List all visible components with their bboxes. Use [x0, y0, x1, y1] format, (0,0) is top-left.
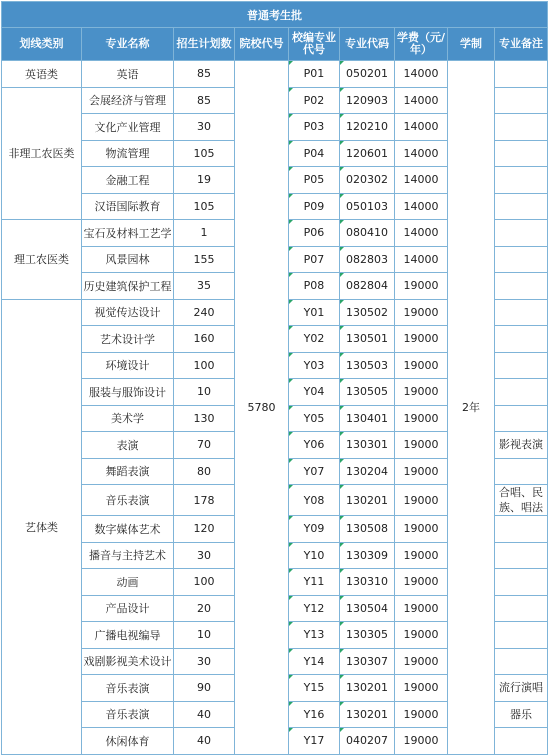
school-code-cell: 5780 — [235, 61, 289, 755]
spec-code-text: 130201 — [346, 493, 388, 507]
spec-code-cell — [340, 405, 395, 432]
major-code-text: P08 — [303, 279, 325, 293]
plan-count-cell: 105 — [174, 140, 235, 167]
major-code-cell — [289, 701, 340, 728]
major-code-cell — [289, 648, 340, 675]
spec-code-text: 082804 — [346, 279, 388, 293]
cell-indicator-mark — [340, 432, 344, 436]
note-cell — [495, 326, 548, 353]
note-cell — [495, 595, 548, 622]
major-code-text: Y07 — [303, 464, 325, 478]
cell-indicator-mark — [340, 141, 344, 145]
table-body — [2, 61, 548, 755]
major-code-cell — [289, 193, 340, 220]
fee-cell: 19000 — [395, 485, 448, 516]
fee-cell: 19000 — [395, 405, 448, 432]
plan-count-cell: 30 — [174, 114, 235, 141]
cell-indicator-mark — [289, 543, 293, 547]
major-code-cell — [289, 140, 340, 167]
header-school-code: 院校代号 — [235, 28, 289, 61]
spec-code-cell — [340, 61, 395, 88]
plan-count-cell: 100 — [174, 352, 235, 379]
major-code-text: P09 — [303, 199, 325, 213]
plan-count-cell: 30 — [174, 648, 235, 675]
major-code-cell — [289, 299, 340, 326]
major-code-cell — [289, 61, 340, 88]
enrollment-plan-table-container — [1, 1, 547, 752]
major-name-cell: 音乐表演 — [82, 701, 174, 728]
cell-indicator-mark — [289, 622, 293, 626]
major-name-cell: 风景园林 — [82, 246, 174, 273]
cell-indicator-mark — [340, 220, 344, 224]
note-cell — [495, 273, 548, 300]
cell-indicator-mark — [340, 569, 344, 573]
spec-code-cell — [340, 622, 395, 649]
spec-code-cell — [340, 485, 395, 516]
cell-indicator-mark — [289, 432, 293, 436]
spec-code-cell — [340, 140, 395, 167]
fee-cell: 14000 — [395, 114, 448, 141]
major-code-text: Y06 — [303, 438, 325, 452]
fee-cell: 14000 — [395, 220, 448, 247]
category-cell: 艺体类 — [2, 299, 82, 754]
plan-count-cell: 90 — [174, 675, 235, 702]
cell-indicator-mark — [340, 596, 344, 600]
major-code-text: Y08 — [303, 493, 325, 507]
cell-indicator-mark — [289, 649, 293, 653]
cell-indicator-mark — [340, 114, 344, 118]
major-code-text: Y04 — [303, 385, 325, 399]
major-name-cell: 动画 — [82, 569, 174, 596]
spec-code-text: 130501 — [346, 332, 388, 346]
major-code-text: P07 — [303, 252, 325, 266]
major-code-cell — [289, 569, 340, 596]
major-code-cell — [289, 405, 340, 432]
spec-code-cell — [340, 114, 395, 141]
major-code-text: Y09 — [303, 522, 325, 536]
cell-indicator-mark — [289, 61, 293, 65]
cell-indicator-mark — [289, 220, 293, 224]
major-code-cell — [289, 379, 340, 406]
major-code-text: Y14 — [303, 654, 325, 668]
major-code-cell — [289, 485, 340, 516]
cell-indicator-mark — [289, 167, 293, 171]
fee-cell: 19000 — [395, 273, 448, 300]
major-code-text: Y01 — [303, 305, 325, 319]
cell-indicator-mark — [289, 326, 293, 330]
plan-count-cell: 178 — [174, 485, 235, 516]
major-code-text: Y12 — [303, 601, 325, 615]
spec-code-cell — [340, 595, 395, 622]
spec-code-text: 082803 — [346, 252, 388, 266]
spec-code-cell — [340, 379, 395, 406]
note-cell — [495, 193, 548, 220]
major-name-cell: 舞蹈表演 — [82, 458, 174, 485]
plan-count-cell: 20 — [174, 595, 235, 622]
fee-cell: 19000 — [395, 648, 448, 675]
spec-code-text: 130502 — [346, 305, 388, 319]
major-name-cell: 环境设计 — [82, 352, 174, 379]
plan-count-cell: 80 — [174, 458, 235, 485]
fee-cell: 14000 — [395, 193, 448, 220]
fee-cell: 14000 — [395, 246, 448, 273]
spec-code-text: 120210 — [346, 120, 388, 134]
major-name-cell: 汉语国际教育 — [82, 193, 174, 220]
header-major-code: 校编专业代号 — [289, 28, 340, 61]
cell-indicator-mark — [340, 649, 344, 653]
cell-indicator-mark — [289, 300, 293, 304]
major-code-text: P01 — [303, 67, 325, 81]
major-code-text: Y16 — [303, 707, 325, 721]
note-cell — [495, 167, 548, 194]
note-cell — [495, 87, 548, 114]
spec-code-cell — [340, 432, 395, 459]
note-cell: 流行演唱 — [495, 675, 548, 702]
major-name-cell: 金融工程 — [82, 167, 174, 194]
plan-count-cell: 40 — [174, 728, 235, 755]
note-cell: 器乐 — [495, 701, 548, 728]
cell-indicator-mark — [289, 194, 293, 198]
fee-cell: 14000 — [395, 140, 448, 167]
note-cell — [495, 114, 548, 141]
major-code-cell — [289, 246, 340, 273]
cell-indicator-mark — [340, 702, 344, 706]
spec-code-cell — [340, 516, 395, 543]
major-code-cell — [289, 542, 340, 569]
plan-count-cell: 105 — [174, 193, 235, 220]
fee-cell: 19000 — [395, 352, 448, 379]
plan-count-cell: 240 — [174, 299, 235, 326]
note-cell — [495, 728, 548, 755]
spec-code-text: 050201 — [346, 67, 388, 81]
major-code-cell — [289, 432, 340, 459]
spec-code-text: 130505 — [346, 385, 388, 399]
note-cell — [495, 352, 548, 379]
spec-code-cell — [340, 193, 395, 220]
note-cell — [495, 458, 548, 485]
note-cell — [495, 61, 548, 88]
note-cell: 合唱、民族、唱法 — [495, 485, 548, 516]
major-code-text: Y15 — [303, 681, 325, 695]
major-code-text: P06 — [303, 226, 325, 240]
cell-indicator-mark — [289, 406, 293, 410]
cell-indicator-mark — [289, 379, 293, 383]
spec-code-cell — [340, 648, 395, 675]
major-name-cell: 音乐表演 — [82, 485, 174, 516]
major-code-cell — [289, 675, 340, 702]
plan-count-cell: 1 — [174, 220, 235, 247]
spec-code-text: 020302 — [346, 173, 388, 187]
fee-cell: 19000 — [395, 326, 448, 353]
fee-cell: 19000 — [395, 569, 448, 596]
fee-cell: 19000 — [395, 299, 448, 326]
major-code-cell — [289, 595, 340, 622]
spec-code-cell — [340, 299, 395, 326]
major-name-cell: 戏剧影视美术设计 — [82, 648, 174, 675]
spec-code-cell — [340, 273, 395, 300]
fee-cell: 19000 — [395, 595, 448, 622]
cell-indicator-mark — [340, 459, 344, 463]
major-name-cell: 历史建筑保护工程 — [82, 273, 174, 300]
major-name-cell: 英语 — [82, 61, 174, 88]
plan-count-cell: 10 — [174, 379, 235, 406]
cell-indicator-mark — [340, 326, 344, 330]
note-cell: 影视表演 — [495, 432, 548, 459]
cell-indicator-mark — [289, 675, 293, 679]
spec-code-cell — [340, 167, 395, 194]
major-code-cell — [289, 273, 340, 300]
cell-indicator-mark — [340, 88, 344, 92]
cell-indicator-mark — [340, 406, 344, 410]
major-code-text: P02 — [303, 93, 325, 107]
major-code-cell — [289, 458, 340, 485]
spec-code-text: 130305 — [346, 628, 388, 642]
table-row — [2, 61, 548, 88]
header-note: 专业备注 — [495, 28, 548, 61]
spec-code-text: 050103 — [346, 199, 388, 213]
spec-code-text: 080410 — [346, 226, 388, 240]
major-name-cell: 表演 — [82, 432, 174, 459]
cell-indicator-mark — [340, 353, 344, 357]
major-name-cell: 宝石及材料工艺学 — [82, 220, 174, 247]
fee-cell: 19000 — [395, 458, 448, 485]
major-name-cell: 休闲体育 — [82, 728, 174, 755]
major-name-cell: 产品设计 — [82, 595, 174, 622]
cell-indicator-mark — [340, 379, 344, 383]
spec-code-text: 130503 — [346, 358, 388, 372]
major-code-cell — [289, 114, 340, 141]
plan-count-cell: 100 — [174, 569, 235, 596]
duration-cell: 2年 — [448, 61, 495, 755]
header-major-name: 专业名称 — [82, 28, 174, 61]
plan-count-cell: 40 — [174, 701, 235, 728]
fee-cell: 19000 — [395, 701, 448, 728]
table-header-row — [2, 28, 548, 61]
cell-indicator-mark — [289, 88, 293, 92]
spec-code-text: 130201 — [346, 707, 388, 721]
fee-cell: 14000 — [395, 167, 448, 194]
cell-indicator-mark — [340, 485, 344, 489]
header-fee: 学费（元/年） — [395, 28, 448, 61]
note-cell — [495, 622, 548, 649]
cell-indicator-mark — [289, 516, 293, 520]
cell-indicator-mark — [289, 569, 293, 573]
note-cell — [495, 405, 548, 432]
spec-code-cell — [340, 352, 395, 379]
major-name-cell: 音乐表演 — [82, 675, 174, 702]
cell-indicator-mark — [289, 596, 293, 600]
spec-code-cell — [340, 458, 395, 485]
cell-indicator-mark — [289, 273, 293, 277]
cell-indicator-mark — [340, 247, 344, 251]
spec-code-text: 120601 — [346, 146, 388, 160]
major-name-cell: 服装与服饰设计 — [82, 379, 174, 406]
plan-count-cell: 155 — [174, 246, 235, 273]
spec-code-text: 130301 — [346, 438, 388, 452]
major-name-cell: 播音与主持艺术 — [82, 542, 174, 569]
major-code-text: Y05 — [303, 411, 325, 425]
major-name-cell: 艺术设计学 — [82, 326, 174, 353]
plan-count-cell: 35 — [174, 273, 235, 300]
note-cell — [495, 542, 548, 569]
major-code-text: Y17 — [303, 734, 325, 748]
cell-indicator-mark — [340, 728, 344, 732]
header-spec-code: 专业代码 — [340, 28, 395, 61]
fee-cell: 19000 — [395, 542, 448, 569]
spec-code-text: 130504 — [346, 601, 388, 615]
major-code-cell — [289, 352, 340, 379]
major-code-text: Y03 — [303, 358, 325, 372]
spec-code-text: 130309 — [346, 548, 388, 562]
plan-count-cell: 120 — [174, 516, 235, 543]
major-code-cell — [289, 622, 340, 649]
spec-code-cell — [340, 326, 395, 353]
category-cell: 理工农医类 — [2, 220, 82, 300]
cell-indicator-mark — [340, 516, 344, 520]
cell-indicator-mark — [289, 485, 293, 489]
major-name-cell: 广播电视编导 — [82, 622, 174, 649]
cell-indicator-mark — [340, 61, 344, 65]
spec-code-cell — [340, 728, 395, 755]
spec-code-text: 120903 — [346, 93, 388, 107]
major-code-text: P04 — [303, 146, 325, 160]
cell-indicator-mark — [340, 622, 344, 626]
cell-indicator-mark — [289, 114, 293, 118]
spec-code-text: 130201 — [346, 681, 388, 695]
header-category: 划线类别 — [2, 28, 82, 61]
cell-indicator-mark — [340, 543, 344, 547]
spec-code-text: 130307 — [346, 654, 388, 668]
table-title-row — [2, 2, 548, 28]
cell-indicator-mark — [289, 728, 293, 732]
major-name-cell: 视觉传达设计 — [82, 299, 174, 326]
spec-code-text: 130310 — [346, 575, 388, 589]
cell-indicator-mark — [340, 273, 344, 277]
fee-cell: 14000 — [395, 87, 448, 114]
cell-indicator-mark — [340, 167, 344, 171]
cell-indicator-mark — [340, 300, 344, 304]
major-name-cell: 会展经济与管理 — [82, 87, 174, 114]
fee-cell: 19000 — [395, 622, 448, 649]
table-title: 普通考生批 — [2, 2, 548, 28]
plan-count-cell: 30 — [174, 542, 235, 569]
note-cell — [495, 246, 548, 273]
plan-count-cell: 160 — [174, 326, 235, 353]
note-cell — [495, 140, 548, 167]
spec-code-text: 130508 — [346, 522, 388, 536]
enrollment-plan-table — [1, 1, 548, 755]
major-code-cell — [289, 326, 340, 353]
note-cell — [495, 379, 548, 406]
major-code-cell — [289, 516, 340, 543]
spec-code-cell — [340, 569, 395, 596]
note-cell — [495, 516, 548, 543]
note-cell — [495, 299, 548, 326]
plan-count-cell: 19 — [174, 167, 235, 194]
major-code-cell — [289, 167, 340, 194]
fee-cell: 19000 — [395, 379, 448, 406]
major-code-text: Y10 — [303, 548, 325, 562]
category-cell: 英语类 — [2, 61, 82, 88]
cell-indicator-mark — [340, 194, 344, 198]
major-name-cell: 美术学 — [82, 405, 174, 432]
spec-code-text: 130401 — [346, 411, 388, 425]
note-cell — [495, 569, 548, 596]
major-code-text: P05 — [303, 173, 325, 187]
fee-cell: 19000 — [395, 432, 448, 459]
cell-indicator-mark — [289, 247, 293, 251]
major-name-cell: 数字媒体艺术 — [82, 516, 174, 543]
major-name-cell: 文化产业管理 — [82, 114, 174, 141]
plan-count-cell: 130 — [174, 405, 235, 432]
major-code-text: Y11 — [303, 575, 325, 589]
category-cell: 非理工农医类 — [2, 87, 82, 220]
fee-cell: 19000 — [395, 728, 448, 755]
fee-cell: 19000 — [395, 675, 448, 702]
major-code-cell — [289, 728, 340, 755]
header-plan-count: 招生计划数 — [174, 28, 235, 61]
spec-code-cell — [340, 701, 395, 728]
plan-count-cell: 10 — [174, 622, 235, 649]
major-code-text: Y13 — [303, 628, 325, 642]
spec-code-text: 040207 — [346, 734, 388, 748]
cell-indicator-mark — [340, 675, 344, 679]
major-code-cell — [289, 220, 340, 247]
spec-code-text: 130204 — [346, 464, 388, 478]
plan-count-cell: 85 — [174, 61, 235, 88]
major-code-text: Y02 — [303, 332, 325, 346]
cell-indicator-mark — [289, 702, 293, 706]
major-code-text: P03 — [303, 120, 325, 134]
cell-indicator-mark — [289, 141, 293, 145]
spec-code-cell — [340, 542, 395, 569]
cell-indicator-mark — [289, 353, 293, 357]
plan-count-cell: 85 — [174, 87, 235, 114]
plan-count-cell: 70 — [174, 432, 235, 459]
header-duration: 学制 — [448, 28, 495, 61]
spec-code-cell — [340, 87, 395, 114]
fee-cell: 19000 — [395, 516, 448, 543]
major-name-cell: 物流管理 — [82, 140, 174, 167]
fee-cell: 14000 — [395, 61, 448, 88]
spec-code-cell — [340, 675, 395, 702]
major-code-cell — [289, 87, 340, 114]
spec-code-cell — [340, 220, 395, 247]
note-cell — [495, 648, 548, 675]
spec-code-cell — [340, 246, 395, 273]
note-cell — [495, 220, 548, 247]
cell-indicator-mark — [289, 459, 293, 463]
